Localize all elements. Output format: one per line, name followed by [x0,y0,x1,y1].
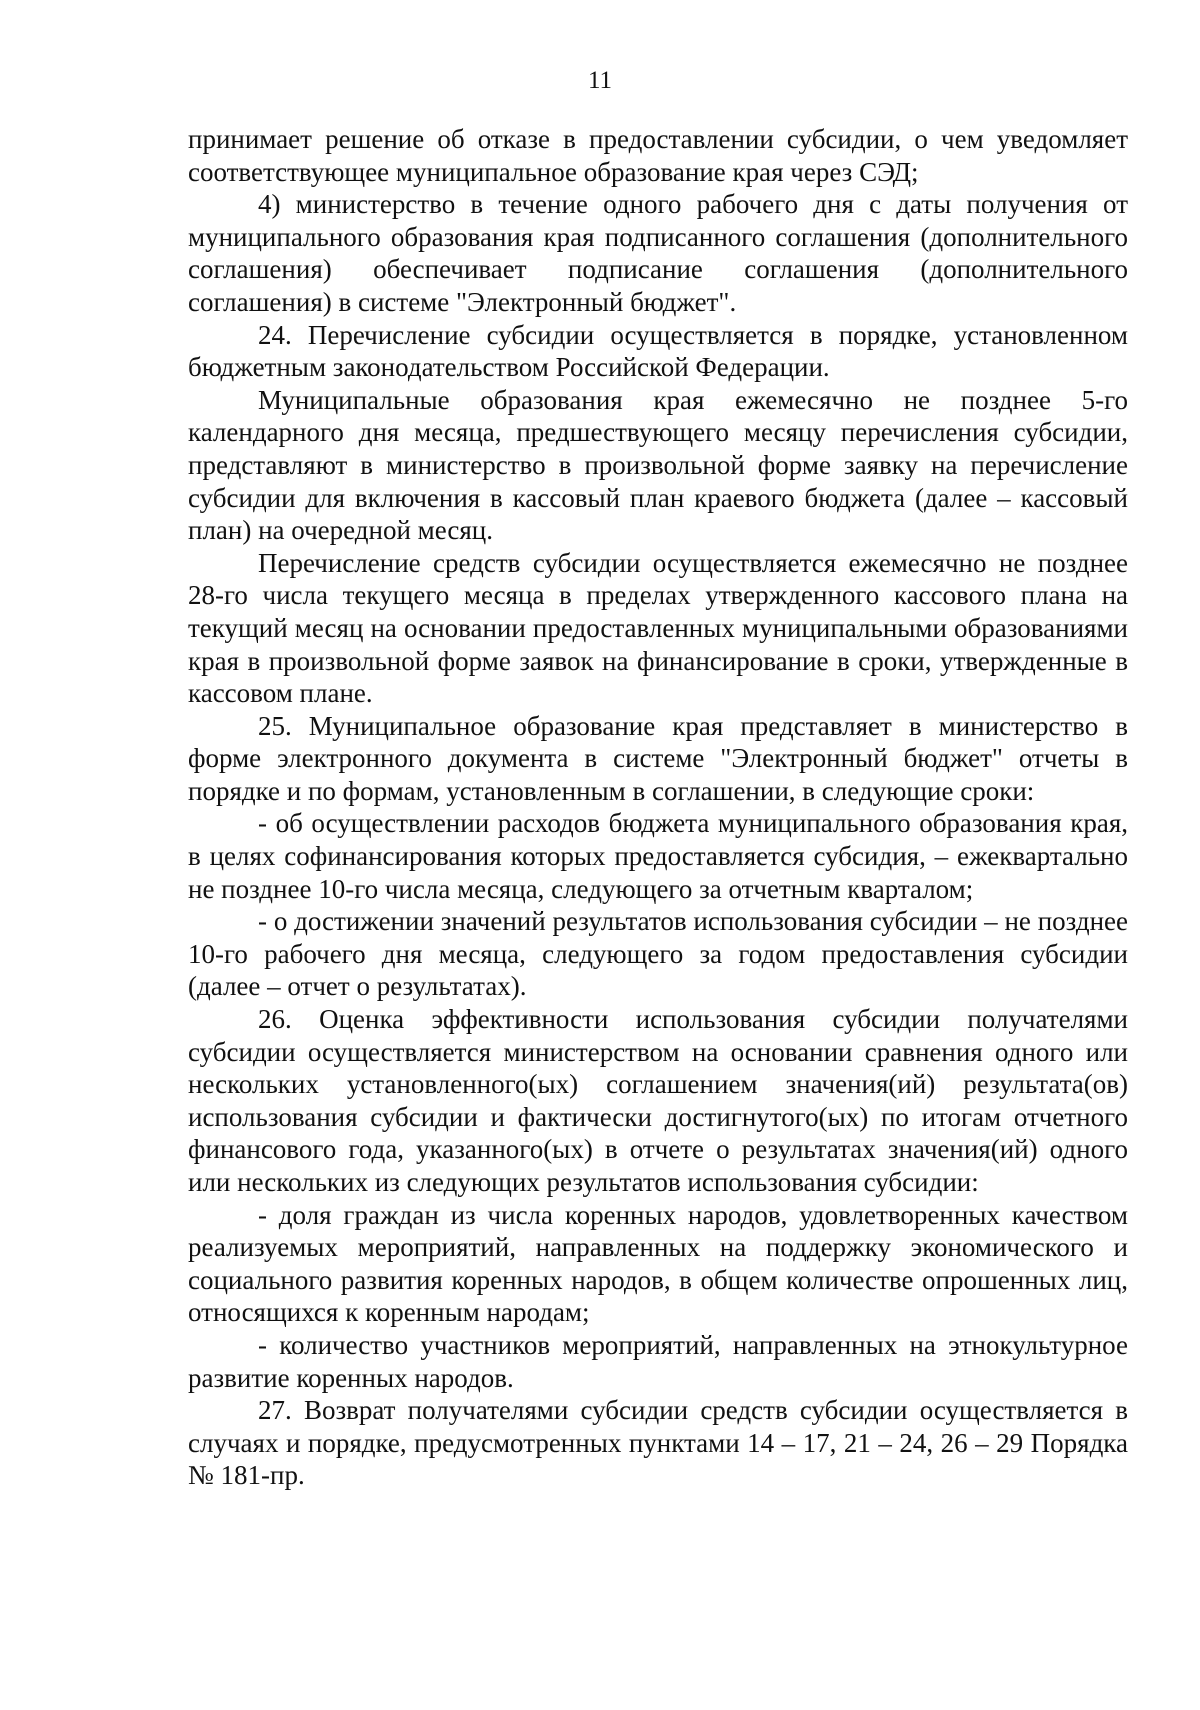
paragraph-clause-26: 26. Оценка эффективности использования субсидии получателями субсидии осуществляется министерством на основании сравнения одного или нескольких установленного(ых) соглашением значения(ий) результата(ов) использования субсидии и фактически достигнутого(ых) по итогам отчетного финансового года, указанного(ых) в отчете о результатах значения(ий) одного или нескольких из следующих результатов использования субсидии: [188,1004,1128,1197]
list-item-participants-count: - количество участников мероприятий, направленных на этнокультурное развитие коренных народов. [188,1329,1128,1393]
document-body [188,123,1128,1492]
paragraph-clause-25: 25. Муниципальное образование края представляет в министерство в форме электронного документа в системе "Электронный бюджет" отчеты в порядке и по формам, установленным в соглашении, в следующие сроки: [188,710,1128,806]
paragraph-continuation: принимает решение об отказе в предоставлении субсидии, о чем уведомляет соответствующее муниципальное образование края через СЭД; [188,124,1128,187]
paragraph-subitem-4: 4) министерство в течение одного рабочего дня с даты получения от муниципального образования края подписанного соглашения (дополнительного соглашения) обеспечивает подписание соглашения (дополнительного соглашения) в системе "Электронный бюджет". [188,189,1128,317]
list-item-expenses-report: - об осуществлении расходов бюджета муниципального образования края, в целях софинансирования которых предоставляется субсидия, – ежеквартально не позднее 10-го числа месяца, следующего за отчетным кварталом; [188,808,1128,904]
paragraph-monthly-request: Муниципальные образования края ежемесячно не позднее 5-го календарного дня месяца, предшествующего месяцу перечисления субсидии, представляют в министерство в произвольной форме заявку на перечисление субсидии для включения в кассовый план краевого бюджета (далее – кассовый план) на очередной месяц. [188,384,1128,546]
list-item-share-of-citizens: - доля граждан из числа коренных народов, удовлетворенных качеством реализуемых мероприятий, направленных на поддержку экономического и социального развития коренных народов, в общем количестве опрошенных лиц, относящихся к коренным народам; [188,1199,1128,1328]
page-number: 11 [587,67,613,94]
paragraph-clause-27: 27. Возврат получателями субсидии средств субсидии осуществляется в случаях и порядке, предусмотренных пунктами 14 – 17, 21 – 24, 26 – 29 Порядка № 181-пр. [188,1395,1128,1491]
list-item-results-report: - о достижении значений результатов использования субсидии – не позднее 10-го рабочего дня месяца, следующего за годом предоставления субсидии (далее – отчет о результатах). [188,906,1128,1002]
paragraph-clause-24: 24. Перечисление субсидии осуществляется в порядке, установленном бюджетным законодательством Российской Федерации. [188,319,1128,383]
paragraph-transfer-schedule: Перечисление средств субсидии осуществляется ежемесячно не позднее 28-го числа текущего месяца в пределах утвержденного кассового плана на текущий месяц на основании предоставленных муниципальными образованиями края в произвольной форме заявок на финансирование в сроки, утвержденные в кассовом плане. [188,547,1128,709]
